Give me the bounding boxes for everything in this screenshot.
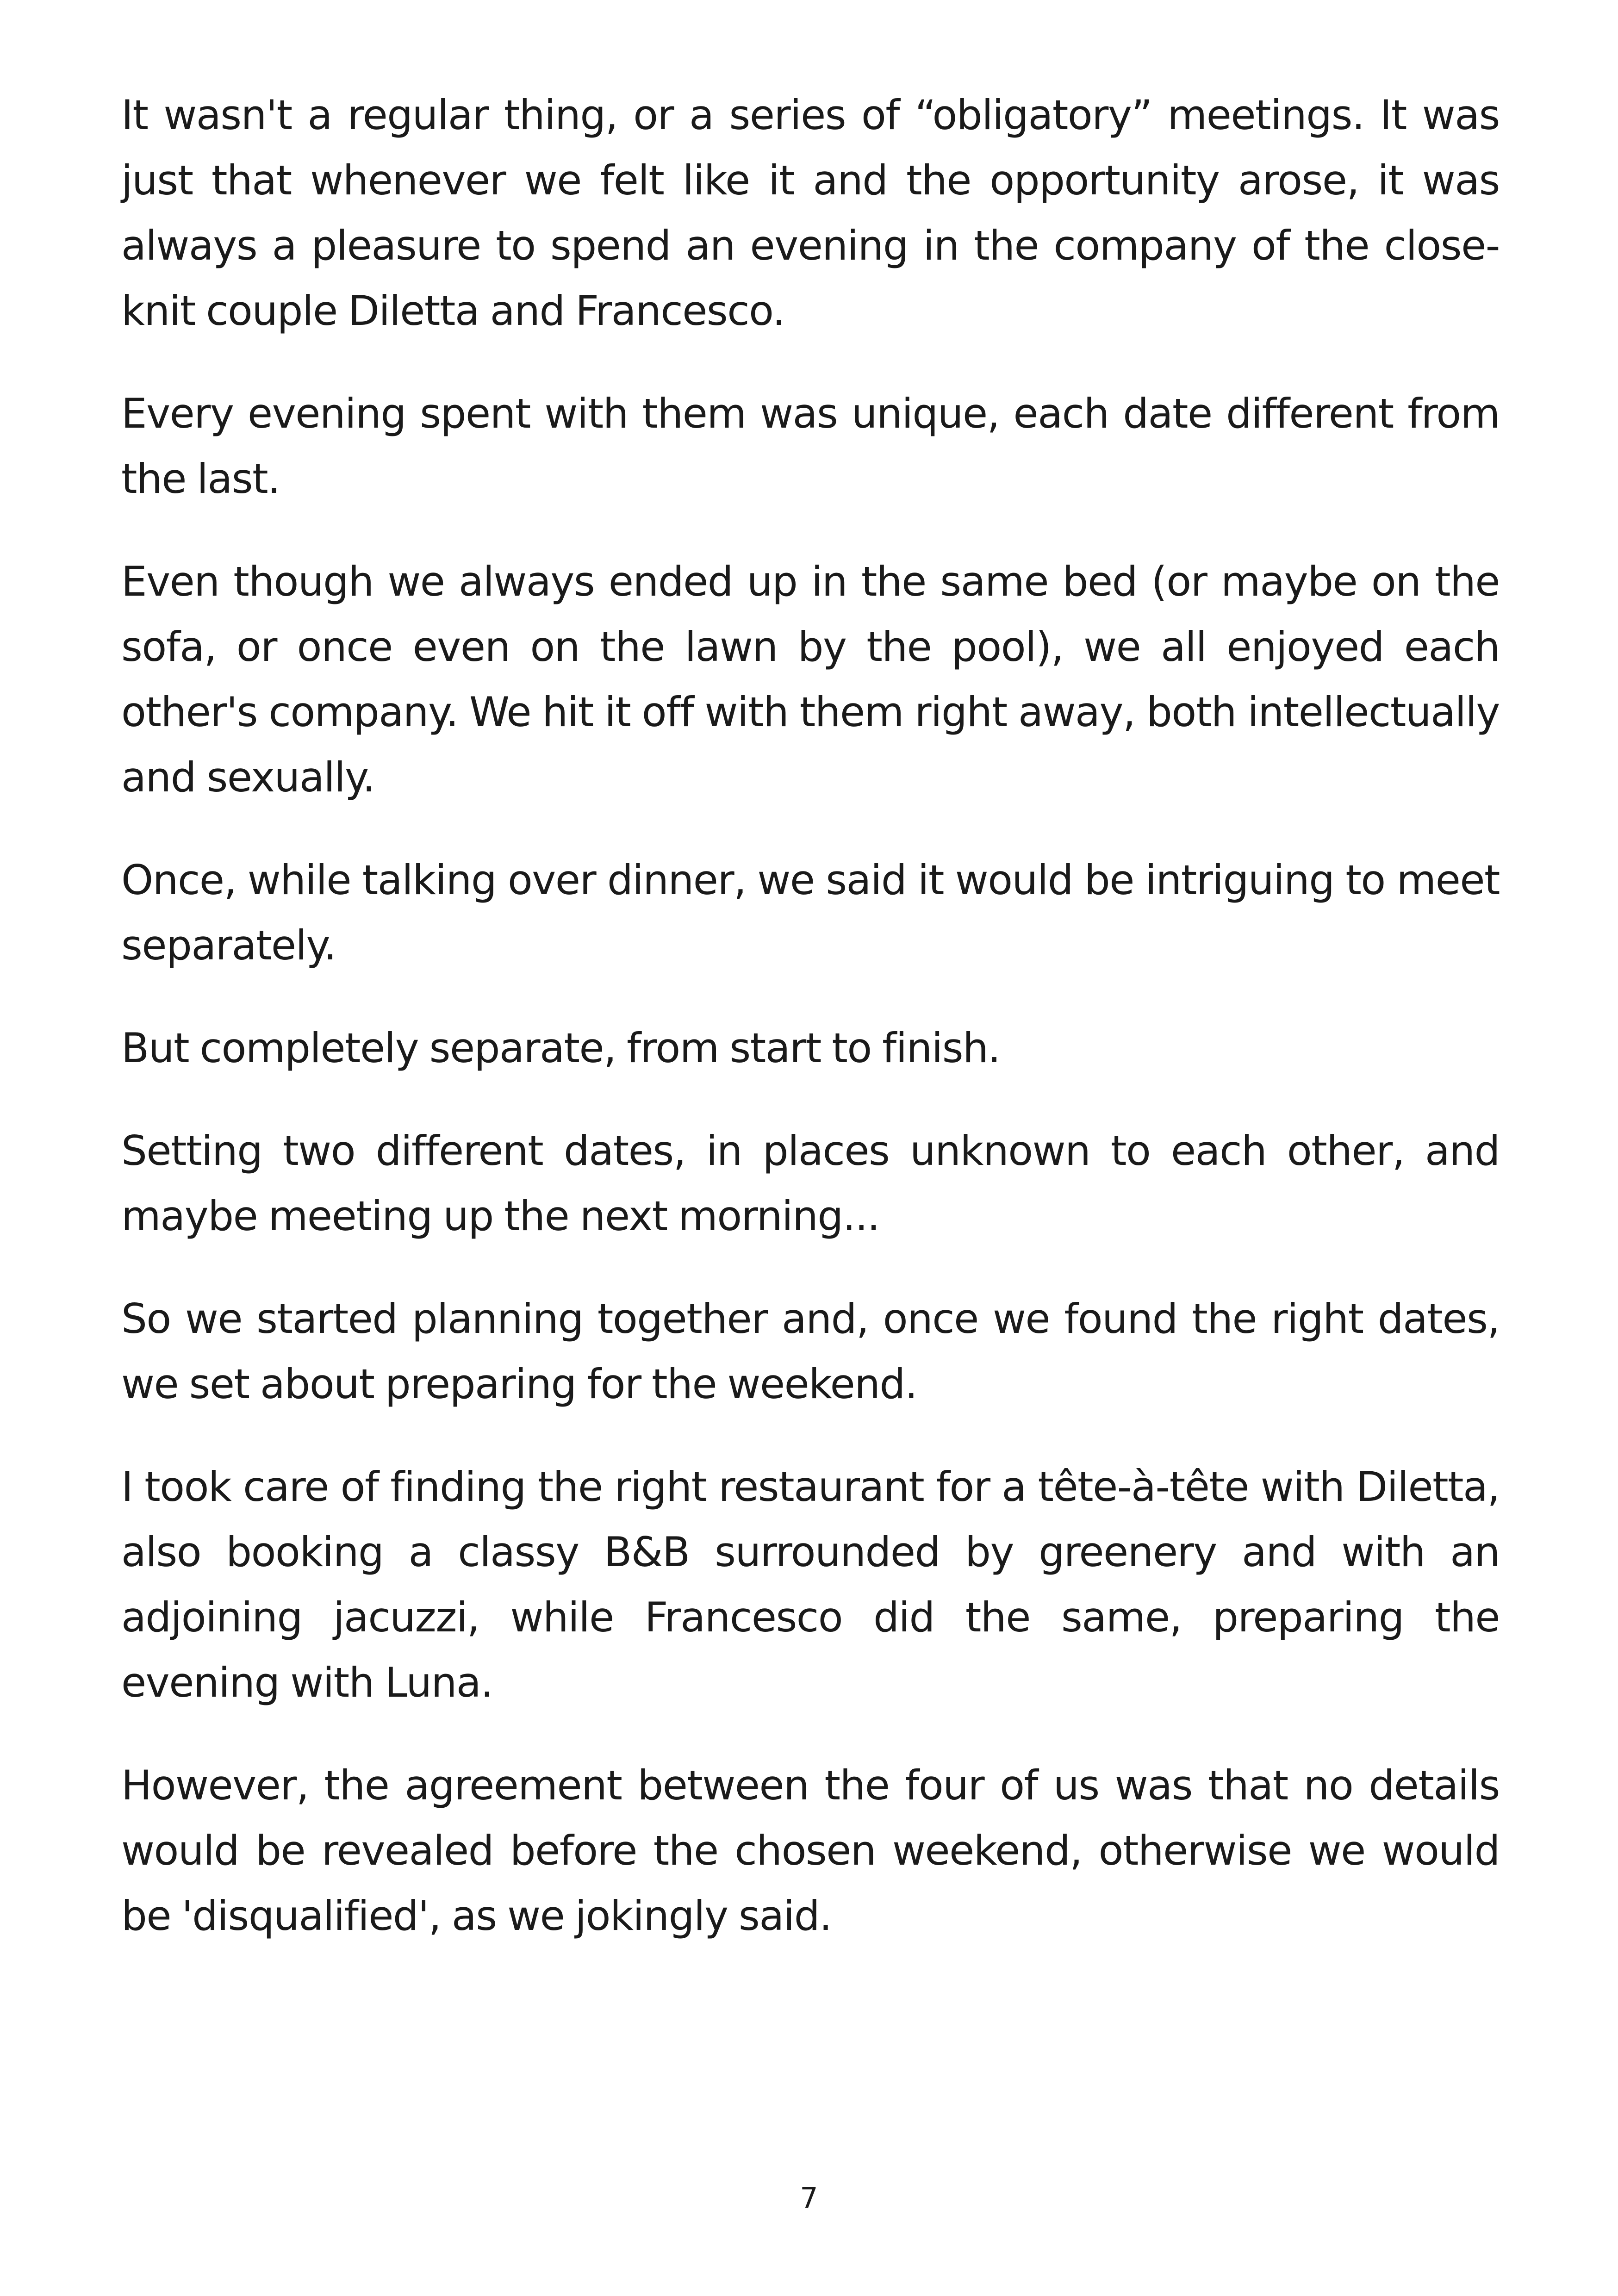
paragraph: It wasn't a regular thing, or a series of “obligatory” meetings. It was just that whenever we felt like it and the opportunity arose, it was always a pleasure to spend an evening in the company of the close-knit couple Diletta and Francesco. xyxy=(121,91,1500,335)
paragraph: Once, while talking over dinner, we said it would be intriguing to meet separately. xyxy=(121,856,1500,969)
page-number: 7 xyxy=(800,2181,818,2215)
paragraph: However, the agreement between the four of us was that no details would be revealed before the chosen weekend, otherwise we would be 'disqualified', as we jokingly said. xyxy=(121,1761,1500,1940)
paragraph: So we started planning together and, once we found the right dates, we set about preparing for the weekend. xyxy=(121,1295,1500,1408)
paragraph: Setting two different dates, in places unknown to each other, and maybe meeting up the next morning... xyxy=(121,1127,1500,1240)
paragraph: Every evening spent with them was unique, each date different from the last. xyxy=(121,390,1500,503)
paragraph: But completely separate, from start to finish. xyxy=(121,1024,1000,1072)
paragraph: I took care of finding the right restaurant for a tête-à-tête with Diletta, also booking a classy B&B surrounded by greenery and with an adjoining jacuzzi, while Francesco did the same, preparing the evening with Luna. xyxy=(121,1463,1500,1706)
paragraph: Even though we always ended up in the same bed (or maybe on the sofa, or once even on the lawn by the pool), we all enjoyed each other's company. We hit it off with them right away, both intellectually and sexually. xyxy=(121,558,1500,801)
body-text xyxy=(121,82,1500,1986)
